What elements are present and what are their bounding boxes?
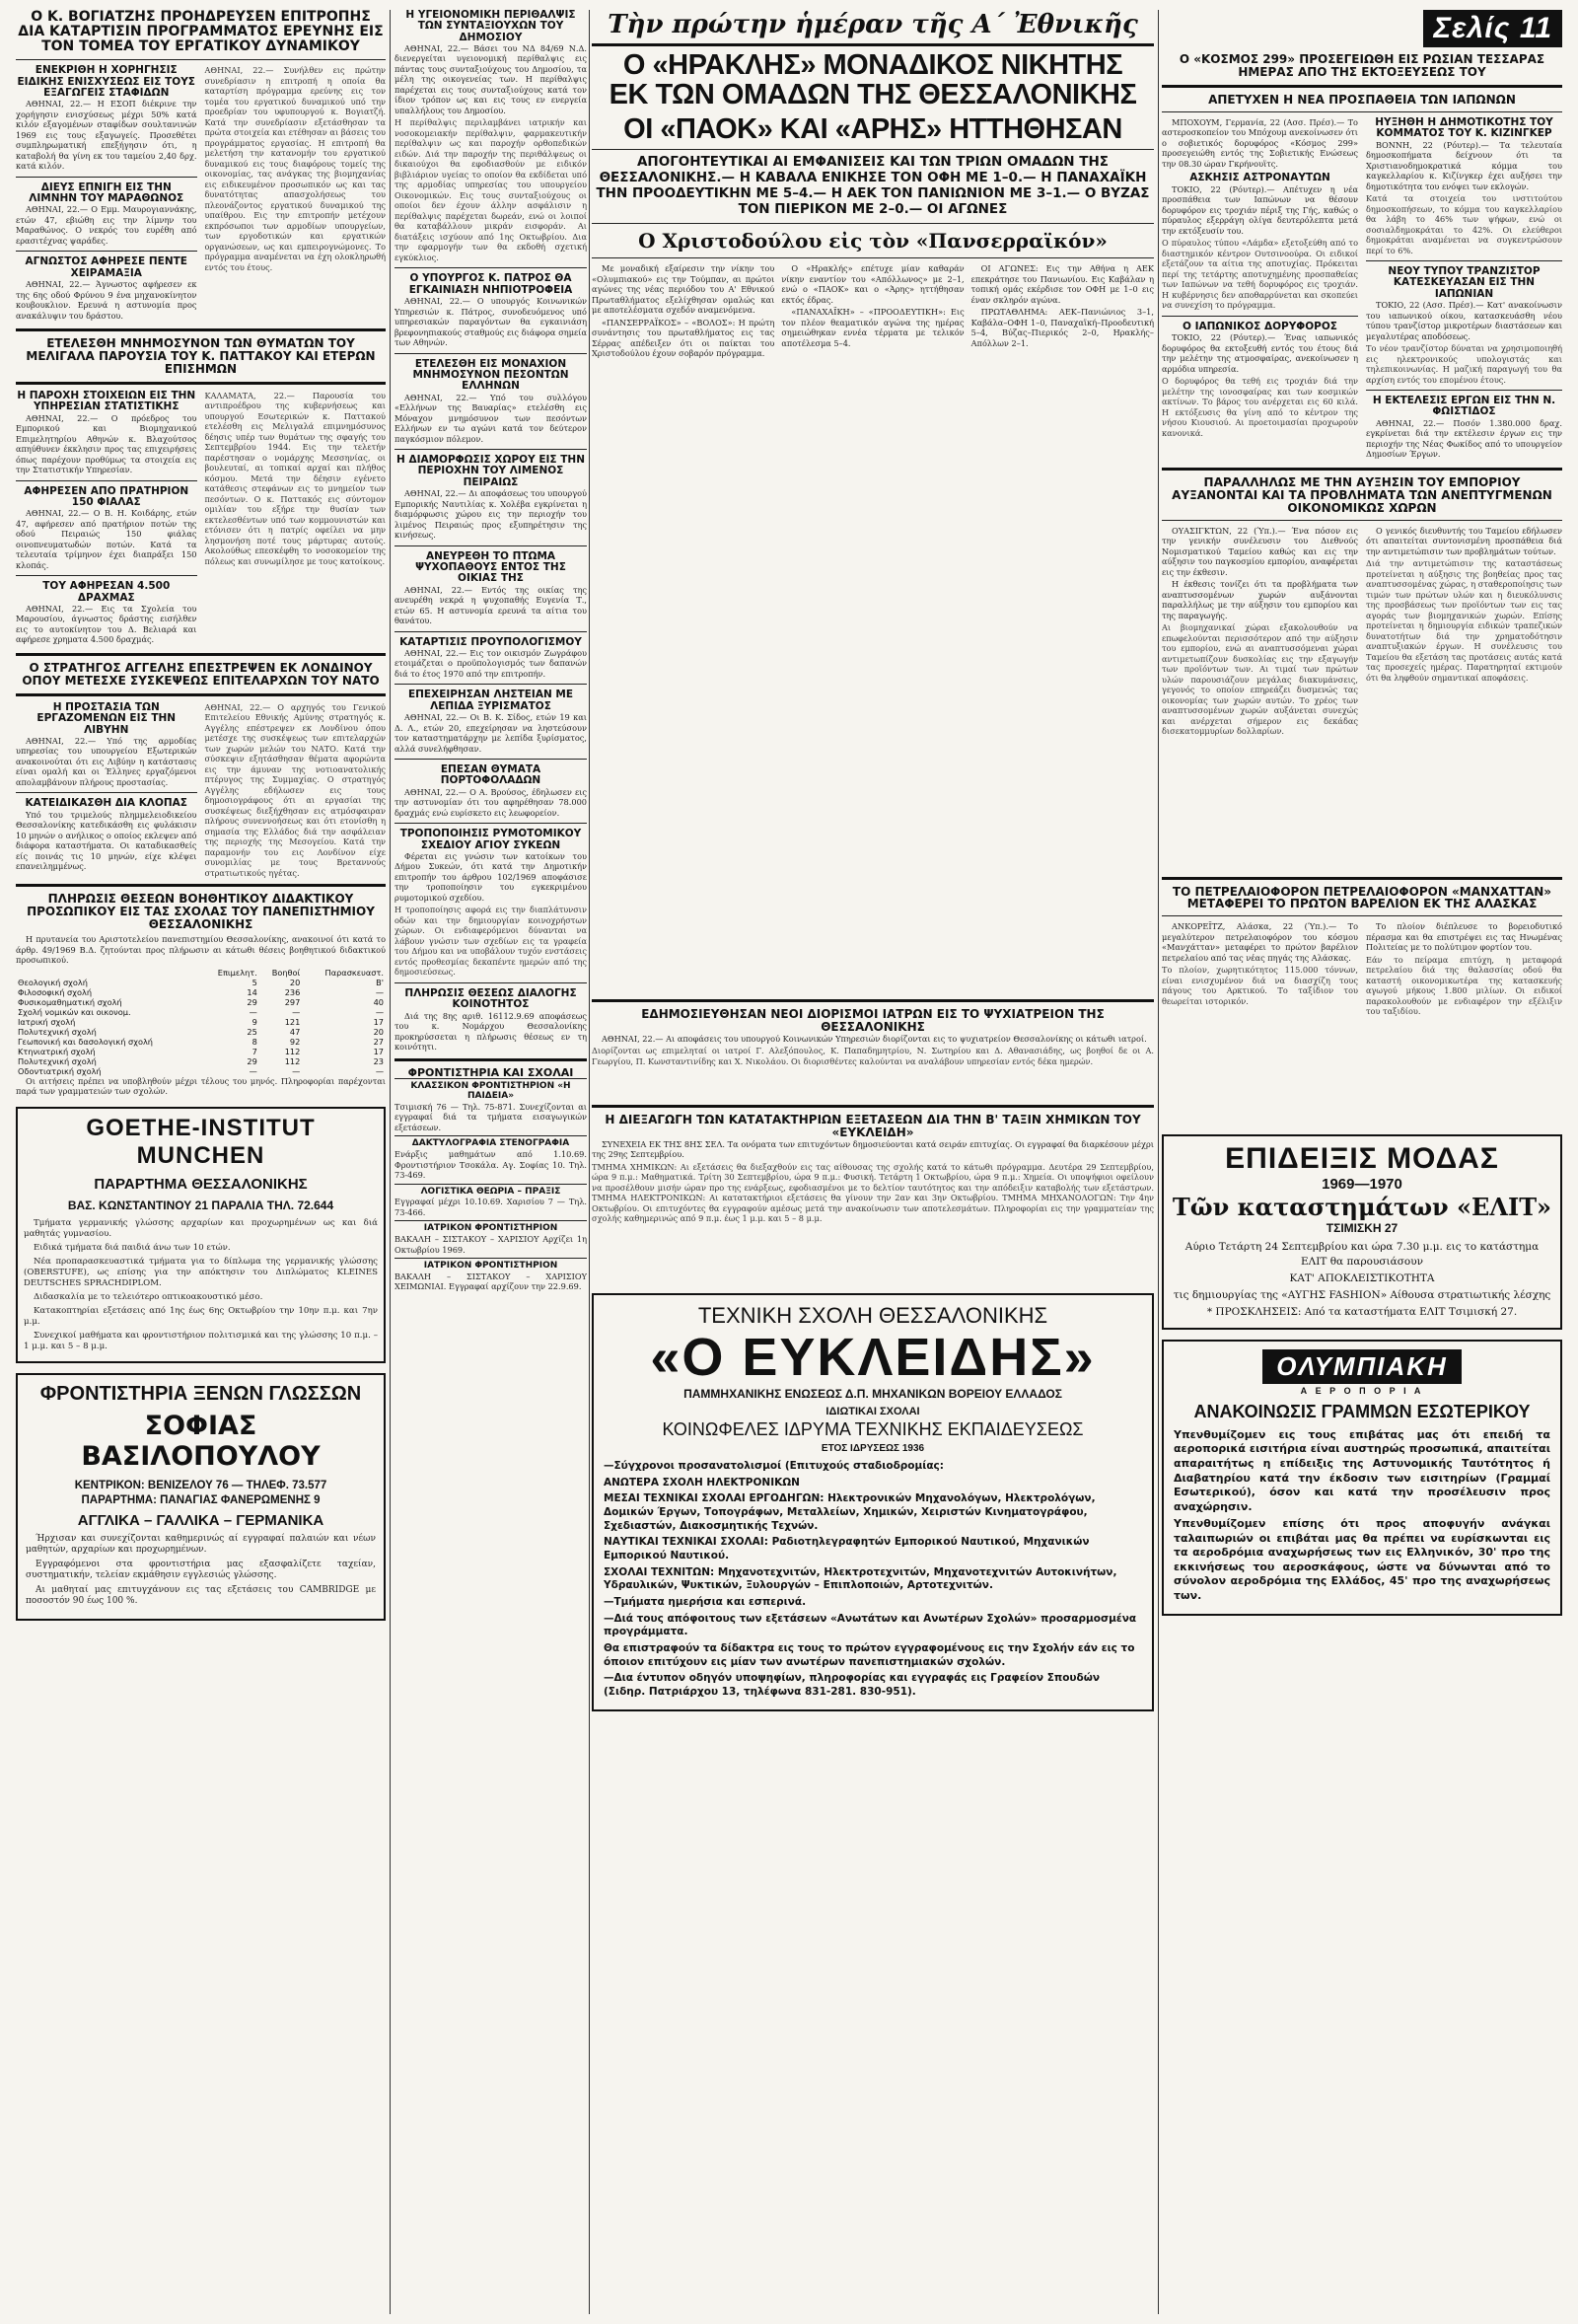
- ad-address: ΚΕΝΤΡΙΚΟΝ: ΒΕΝΙΖΕΛΟΥ 76 — ΤΗΛΕΦ. 73.577: [74, 1479, 327, 1491]
- article-body: ΜΠΟΧΟΥΜ, Γερμανία, 22 (Ασσ. Πρέσ).— Το αστεροσκοπείον του Μπόχουμ ανεκοίνωσεν ότι ο σοβιετικός δορυφόρος «Κόσμος 299» προσεγειώθη εντός της Σοβιετικής Ενώσεως την 08.30 ώραν Γκρήνουϊτς.: [1162, 116, 1358, 169]
- lead-headline: ΕΚ ΤΩΝ ΟΜΑΔΩΝ ΤΗΣ ΘΕΣΣΑΛΟΝΙΚΗΣ: [609, 79, 1137, 111]
- ad-line: —Τμήματα ημερήσια και εσπερινά.: [604, 1595, 807, 1608]
- table-row: [16, 1017, 386, 1027]
- table-cell-value: 236: [284, 986, 301, 997]
- table-cell-value: 9: [251, 1016, 257, 1027]
- article-body: Εάν το πείραμα επιτύχη, η μεταφορά πετρελαίου διά της θαλασσίας οδού θα καταστή οικονομικωτέρα της κατασκευής αγωγού μήκους 1.800 μιλίων. Οι ειδικοί παρακολουθούν με ενδιαφέρον την εξέλιξιν του ταξιδίου.: [1366, 954, 1562, 1017]
- column-left: [16, 10, 386, 1621]
- table-cell-value: 29: [247, 996, 257, 1007]
- article-headline: Η ΔΙΕΞΑΓΩΓΗ ΤΩΝ ΚΑΤΑΤΑΚΤΗΡΙΩΝ ΕΞΕΤΑΣΕΩΝ ΔΙΑ ΤΗΝ Β' ΤΑΞΙΝ ΧΗΜΙΚΩΝ ΤΟΥ «ΕΥΚΛΕΙΔΗ»: [605, 1112, 1141, 1139]
- ad-line: ΜΕΣΑΙ ΤΕΧΝΙΚΑΙ ΣΧΟΛΑΙ ΕΡΓΟΔΗΓΩΝ: Ηλεκτρονικών Μηχανολόγων, Ηλεκτρολόγων, Δομικών Έργων, Τοπογράφων, Μεταλλείων, Χημικών, Χειριστών Κινηματογράφου, Σχεδιαστών, Διακοσμητικής Τεχνών.: [604, 1492, 1096, 1532]
- article-body: ΑΘΗΝΑΙ, 22.— Η ΕΣΟΠ διέκρινε την χορήγησιν ενισχύσεως μέχρι 50% κατά κιλόν εξαγομένων σταφίδων σουλτανινών 1969 εις τους εξαγωγείς. Προσεθέτει συμπληρωματική επεξήγησιν ότι, η καταβολή θα γίνη εκ του ταμείου 2,40 δρχ. κατά κιλόν.: [16, 99, 197, 172]
- article-body: ΑΘΗΝΑΙ, 22.— Ο υπουργός Κοινωνικών Υπηρεσιών κ. Πάτρος, συνοδευόμενος υπό υπηρεσιακών παραγόντων θα εγκαινιάση βρεφονηπιακούς σταθμούς εις διάφορα σημεία των Αθηνών.: [394, 296, 587, 348]
- table-cell-value: —: [375, 1065, 384, 1076]
- article-body: Το πλοίον, χωρητικότητος 115.000 τόννων, είναι ενισχυμένον διά να διασχίζη τους πάγους του Αρκτικού. Το ταξίδιον του θεωρείται ιστορικόν.: [1162, 965, 1358, 1006]
- ad-line: Αύριο Τετάρτη 24 Σεπτεμβρίου και ώρα 7.30 μ.μ. εις το κατάστημα ΕΛΙΤ θα παρουσιάσουν: [1184, 1241, 1540, 1268]
- table-cell-label: Οδοντιατρική σχολή: [18, 1065, 102, 1076]
- ad-line: Αι μαθηταί μας επιτυγχάνουν εις τας εξετάσεις του CAMBRIDGE με ποσοστόν 90 έως 100 %.: [26, 1584, 376, 1607]
- table-cell-value: 112: [284, 1046, 301, 1056]
- ad-line: Εγγραφόμενοι στα φροντιστήρια μας εξασφαλίζετε ταχείαν, συστηματικήν, τελείαν εκμάθησιν εγγλεσιώς γλώσσης.: [26, 1559, 376, 1581]
- article-headline: ΕΤΕΛΕΣΘΗ ΕΙΣ ΜΟΝΑΧΙΟΝ ΜΝΗΜΟΣΥΝΟΝ ΠΕΣΟΝΤΩΝ ΕΛΛΗΝΩΝ: [412, 357, 569, 393]
- ad-line: Τμήματα γερμανικής γλώσσης αρχαρίων και προχωρημένων ως και διά μαθητάς γυμνασίου.: [24, 1217, 378, 1239]
- article-body: ΑΘΗΝΑΙ, 22.— Ο πρόεδρος του Εμπορικού και Βιομηχανικού Επιμελητηρίου Αθηνών κ. Βλαχούτσος απηύθυνεν έκκλησιν προς τας επιχειρήσεις όπως παρέχουν προθύμως τα στοιχεία εις την Στατιστικήν Υπηρεσίαν.: [16, 412, 197, 475]
- sports-banner: Τὴν πρώτην ἡμέραν τῆς Α΄ Ἐθνικῆς: [608, 10, 1138, 39]
- article-headline: Ο ΣΤΡΑΤΗΓΟΣ ΑΓΓΕΛΗΣ ΕΠΕΣΤΡΕΨΕΝ ΕΚ ΛΟΝΔΙΝΟΥ ΟΠΟΥ ΜΕΤΕΣΧΕ ΣΥΣΚΕΨΕΩΣ ΕΠΙΤΕΛΑΡΧΩΝ ΤΟΥ ΝΑΤΟ: [22, 660, 380, 688]
- article-body: Ο δορυφόρος θα τεθή εις τροχιάν διά την μελέτην της ιονοσφαίρας και των κοσμικών ακτίνων. Το βάρος του ανέρχεται εις 60 κιλά. Η εκτόξευσις θα γίνη από το κέντρον της νήσου Κιουσιού. Αι προετοιμασίαι προχωρούν κανονικά.: [1162, 376, 1358, 438]
- article-body: Το νέον τρανζίστορ δύναται να χρησιμοποιηθή εις ηλεκτρονικούς υπολογιστάς και τηλεπικοινωνίας. Η μαζική παραγωγή του θα αρχίση εντός του επομένου έτους.: [1366, 343, 1562, 385]
- ad-label: ΙΔΙΩΤΙΚΑΙ ΣΧΟΛΑΙ: [825, 1406, 920, 1418]
- ad-subtitle: Α Ε Ρ Ο Π Ο Ρ Ι Α: [1300, 1386, 1424, 1397]
- article-body: Διορίζονται ως επιμεληταί οι ιατροί Γ. Αλεξόπουλος, Κ. Παπαδημητρίου, Ν. Σωτηρίου και Δ. Αθανασιάδης, ως βοηθοί δε οι Α. Γεωργίου, Π. Κωνσταντινίδης και Χ. Νικολάου. Οι διορισθέντες καλούνται να αναλάβουν υπηρεσίαν εντός δέκα ημερών.: [592, 1046, 1154, 1066]
- article-headline: ΑΓΝΩΣΤΟΣ ΑΦΗΡΕΣΕ ΠΕΝΤΕ ΧΕΙΡΑΜΑΞΙΑ: [25, 255, 187, 279]
- section-subhead: Ο Χριστοδούλου εἰς τὸν «Πανσερραϊκόν»: [638, 229, 1108, 253]
- table-cell-value: 20: [289, 977, 301, 987]
- table-cell-label: Φυσικομαθηματική σχολή: [18, 996, 122, 1007]
- ad-body: [604, 1460, 1142, 1699]
- table-cell-value: —: [375, 1006, 384, 1017]
- ad-school-name: ΣΟΦΙΑΣ ΒΑΣΙΛΟΠΟΥΛΟΥ: [81, 1410, 321, 1472]
- ad-address: ΤΣΙΜΙΣΚΗ 27: [1326, 1221, 1399, 1236]
- ad-title: ΕΠΙΔΕΙΞΙΣ ΜΟΔΑΣ: [1225, 1142, 1499, 1176]
- classified-item: [394, 1220, 587, 1258]
- table-row: [16, 997, 386, 1007]
- ad-line: τις δημιουργίας της «ΑΥΓΗΣ FASHION» Αίθουσα στρατιωτικής λέσχης: [1173, 1288, 1551, 1301]
- article-body: ΑΘΗΝΑΙ, 22.— Ο αρχηγός του Γενικού Επιτελείου Εθνικής Αμύνης στρατηγός κ. Αγγέλης επέστρεψεν εκ Λονδίνου όπου μετέσχε της συσκέψεως των επιτελαρχών των χωρών μελών του ΝΑΤΟ. Κατά την σύσκεψιν εξητάσθησαν θέματα αφορώντα εις την άμυναν της νοτιοανατολικής πτέρυγος της Συμμαχίας. Ο στρατηγός Αγγέλης εδήλωσεν εις τους δημοσιογράφους ότι αι εργασίαι της συσκέψεως διεξήχθησαν εις ατμόσφαιραν πλήρους συνεννοήσεως και ότι ετονίσθη η σημασία της Ελλάδος διά την ασφάλειαν της περιοχής της Μεσογείου. Κατά την παραμονήν του εις Λονδίνον είχε συνομιλίας με τους Βρεταννούς στρατιωτικούς ηγέτας.: [204, 701, 386, 878]
- column-rule: [589, 10, 590, 2314]
- ad-title: ΤΕΧΝΙΚΗ ΣΧΟΛΗ ΘΕΣΣΑΛΟΝΙΚΗΣ: [697, 1302, 1048, 1328]
- column-rule: [390, 10, 391, 2314]
- ad-line: —Σύγχρονοι προσανατολισμοί (Επιτυχούς σταδιοδρομίας:: [604, 1460, 944, 1473]
- article-body: Η περίθαλψις περιλαμβάνει ιατρικήν και νοσοκομειακήν περίθαλψιν, φαρμακευτικήν περίθαλψιν ως και παροχήν ορθοπεδικών ειδών. Διά την παροχήν της περιθάλψεως οι δικαιούχοι θα εφοδιασθούν με ειδικόν βιβλιάριον υγείας το οποίον θα εκδίδεται υπό της αρμοδίας υπηρεσίας του υπουργείου Οικονομικών. Εις τους συνταξιούχους οι οποίοι δεν έχουν άλλην ασφάλισιν η περίθαλψις παρέχεται δωρεάν, ενώ οι λοιποί θα καταβάλλουν μικράν εισφοράν. Αι διατάξεις ισχύουν από 1ης Οκτωβρίου. Δια την εφαρμογήν των θα εκδοθή σχετική εγκύκλιος.: [394, 117, 587, 262]
- article-headline: ΔΙΕΥΣ ΕΠΝΙΓΗ ΕΙΣ ΤΗΝ ΛΙΜΝΗΝ ΤΟΥ ΜΑΡΑΘΩΝΟΣ: [29, 181, 184, 205]
- table-cell-value: 29: [247, 1055, 257, 1066]
- article-paragraph: «ΠΑΝΣΕΡΡΑΪΚΟΣ» – «ΒΟΛΟΣ»: Η πρώτη συνάντησις του πρωταθλήματος εις τας Σέρρας απέδειξεν ότι οι παίκται του Χριστοδούλου έχουν σοβαρόν πρόγραμμα.: [592, 317, 775, 358]
- olympic-airways-ad: [1162, 1340, 1562, 1616]
- ad-store-name: Τῶν καταστημάτων «ΕΛΙΤ»: [1172, 1193, 1552, 1222]
- ad-line: Υπενθυμίζομεν εις τους επιβάτας μας ότι επειδή τα αεροπορικά εισιτήρια είναι αυστηρώς προσωπικά, απαιτείται απαραιτήτως η επίδειξις της Αστυνομικής Ταυτότητος ή Διαβατηρίου κατά την έκδοσιν των εισιτηρίων (Γραμμαί Εσωτερικού), όσον και κατά την προσέλευσιν προς αναχώρησιν.: [1174, 1427, 1550, 1513]
- article-body: Η πρυτανεία του Αριστοτελείου πανεπιστημίου Θεσσαλονίκης, ανακοινοί ότι κατά το άρθρ. 49/1969 Β.Δ. ζητούνται προς πλήρωσιν αι κάτωθι θέσεις βοηθητικού διδακτικού προσωπικού.: [16, 934, 386, 966]
- classified-title: ΙΑΤΡΙΚΟΝ ΦΡΟΝΤΙΣΤΗΡΙΟΝ: [423, 1223, 558, 1234]
- article-headline: Ο ΥΠΟΥΡΓΟΣ Κ. ΠΑΤΡΟΣ ΘΑ ΕΓΚΑΙΝΙΑΣΗ ΝΗΠΙΟΤΡΟΦΕΙΑ: [408, 272, 573, 296]
- classified-body: ΒΑΚΑΛΗ – ΣΙΣΤΑΚΟΥ – ΧΑΡΙΣΙΟΥ Αρχίζει 1η Οκτωβρίου 1969.: [394, 1234, 587, 1255]
- article-body: ΑΘΗΝΑΙ, 22.— Οι Β. Κ. Σίδος, ετών 19 και Δ. Λ., ετών 20, επεχείρησαν να ληστεύσουν τον καταστηματάρχην με λεπίδα ξυρίσματος, αλλά συνελήφθησαν.: [394, 712, 587, 754]
- table-cell-value: 8: [251, 1036, 257, 1047]
- ad-line: ΝΑΥΤΙΚΑΙ ΤΕΧΝΙΚΑΙ ΣΧΟΛΑΙ: Ραδιοτηλεγραφητών Εμπορικού Ναυτικού, Μηχανικών Εμπορικού Ναυτικού.: [604, 1536, 1090, 1562]
- ad-foundation: ΚΟΙΝΩΦΕΛΕΣ ΙΔΡΥΜΑ ΤΕΧΝΙΚΗΣ ΕΚΠΑΙΔΕΥΣΕΩΣ: [662, 1419, 1084, 1440]
- ad-line: Ήρχισαν και συνεχίζονται καθημερινώς αί εγγραφαί παλαιών και νέων μαθητών, αρχαρίων και προχωρημένων.: [26, 1533, 376, 1556]
- article-body: ΑΘΗΝΑΙ, 22.— Ο Α. Βρούσος, έδηλωσεν εις την αστυνομίαν ότι του αφηρέθησαν 78.000 δραχμάς ενώ ευρίσκετο εις λεωφορείον.: [394, 786, 587, 818]
- article-headline: Η ΔΙΑΜΟΡΦΩΣΙΣ ΧΩΡΟΥ ΕΙΣ ΤΗΝ ΠΕΡΙΟΧΗΝ ΤΟΥ ΛΙΜΕΝΟΣ ΠΕΙΡΑΙΩΣ: [396, 454, 585, 488]
- article-body: ΑΘΗΝΑΙ, 22.— Δι αποφάσεως του υπουργού Εμπορικής Ναυτιλίας κ. Χολέβα εγκρίνεται η διαμόρφωσις χώρου εις την περιοχήν του λιμένος Πειραιώς προς εξυπηρέτησιν της κινήσεως.: [394, 488, 587, 541]
- table-cell-value: 92: [289, 1036, 301, 1047]
- article-body: ΑΘΗΝΑΙ, 22.— Συνήλθεν εις πρώτην συνεδρίασιν η επιτροπή η οποία θα καταρτίση πρόγραμμα ερεύνης εις τον τομέα του εργατικού δυναμικού υπό την προεδρίαν του υφυπουργού κ. Βογιατζή. Κατά την συνεδρίασιν εξετάσθησαν τα πρώτα στοιχεία και ετέθησαν αι βάσεις του προγράμματος εργασίας. Η επιτροπή θα μελετήση την κατανομήν του εργατικού δυναμικού εις τους διαφόρους τομείς της οικονομίας, τας ανάγκας της βιομηχανίας εις ειδικευμένον προσωπικόν ως και τας δυνατότητας απασχολήσεως του πλεονάζοντος εργατικού δυναμικού της υπαίθρου. Εις την επιτροπήν μετέχουν εκπρόσωποι των αρμοδίων υπουργείων, των εργοδοτικών και εργατικών οργανώσεων, ως και εμπειρογνώμονες. Το πρόγραμμα αναμένεται να έχη ολοκληρωθή εντός του έτους.: [204, 65, 386, 272]
- ad-subtitle: ΠΑΜΜΗΧΑΝΙΚΗΣ ΕΝΩΣΕΩΣ Δ.Π. ΜΗΧΑΝΙΚΩΝ ΒΟΡΕΙΟΥ ΕΛΛΑΔΟΣ: [683, 1387, 1062, 1402]
- table-cell-value: —: [375, 986, 384, 997]
- table-cell-value: 14: [247, 986, 257, 997]
- article-paragraph: Με μοναδική εξαίρεσιν την νίκην του «Ολυμπιακού» εις την Τούμπαν, αι πρώτοι αγώνες της νέας περιόδου του Α' Εθνικού Πρωταθλήματος εξελίχθησαν ομαλώς και με αποτελέσματα σχεδόν αναμενόμενα.: [592, 263, 775, 315]
- article-headline: ΕΝΕΚΡΙΘΗ Η ΧΟΡΗΓΗΣΙΣ ΕΙΔΙΚΗΣ ΕΝΙΣΧΥΣΕΩΣ ΕΙΣ ΤΟΥΣ ΕΞΑΓΩΓΕΙΣ ΣΤΑΦΙΔΩΝ: [17, 64, 195, 99]
- article-pair: [16, 65, 386, 323]
- article-body: Οι αιτήσεις πρέπει να υποβληθούν μέχρι τέλους του μηνός. Πληροφορίαι παρέχονται παρά των γραμματειών των σχολών.: [16, 1075, 386, 1097]
- table-cell-value: 40: [373, 996, 384, 1007]
- article-body: Ο πύραυλος τύπου «Λάμδα» εξετοξεύθη από το διαστημικόν κέντρον Ουτσινοούρα. Οι ειδικοί εξετάζουν τα αίτια της αποτυχίας. Πρόκειται περί της τετάρτης αποτυχημένης προσπαθείας των Ιαπώνων να τεθή δορυφόρος εις τροχιάν. Η κυβέρνησις δεν αποθαρρύνεται και σκοπεύει να συνεχίση το πρόγραμμα.: [1162, 238, 1358, 311]
- table-header: Παρασκευαστ.: [324, 967, 384, 978]
- column-sports: [592, 10, 1154, 1711]
- article-body: ΑΘΗΝΑΙ, 22.— Ο Εμμ. Μαυρογιαννάκης, ετών 47, εβιώθη εις την λίμνην του Μαραθώνος. Ο νεκρός του ευρέθη από ερασιτέχνας ψαράδες.: [16, 204, 197, 246]
- ad-line: —Δια έντυπον οδηγόν υποψηφίων, πληροφορίας και εγγραφάς εις Γραφείον Σπουδών (Σιδηρ. Πατριάρχου 13, τηλέφωνα 831-281. 830-951).: [604, 1672, 1100, 1698]
- classified-body: ΒΑΚΑΛΗ – ΣΙΣΤΑΚΟΥ – ΧΑΡΙΣΙΟΥ ΧΕΙΜΩΝΙΑΙ. Εγγραφαί αρχίζουν την 22.9.69.: [394, 1271, 587, 1292]
- article-paragraph: «ΠΑΝΑΧΑΪΚΗ» – «ΠΡΟΟΔΕΥΤΙΚΗ»: Εις τον πλέον θεαματικόν αγώνα της ημέρας σημειώθηκαν εννέα τέρματα με τελικόν αποτέλεσμα 5–4.: [781, 307, 965, 348]
- article-body: Κατά τα στοιχεία του ινστιτούτου δημοσκοπήσεων, το κόμμα του καγκελλαρίου θα λάβη το 46% των ψήφων, ενώ οι σοσιαλδημοκράται το 42%. Οι ελεύθεροι δημοκράται αναμένεται να συγκεντρώσουν περί το 6%.: [1366, 193, 1562, 255]
- article-headline: Η ΠΑΡΟΧΗ ΣΤΟΙΧΕΙΩΝ ΕΙΣ ΤΗΝ ΥΠΗΡΕΣΙΑΝ ΣΤΑΤΙΣΤΙΚΗΣ: [17, 389, 196, 413]
- classified-title: ΛΟΓΙΣΤΙΚΑ ΘΕΩΡΙΑ – ΠΡΑΞΙΣ: [420, 1186, 561, 1197]
- table-row: [16, 1066, 386, 1076]
- ad-school-name: «Ο ΕΥΚΛΕΙΔΗΣ»: [650, 1327, 1096, 1387]
- table-row: [16, 987, 386, 997]
- article-body: ΑΘΗΝΑΙ, 22.— Βάσει του ΝΔ 84/69 Ν.Δ. διενεργείται υγειονομική περίθαλψις εις πάντας τους συνταξιούχους του Δημοσίου, τα μέλη της οικογενείας των. Η περίθαλψις παρέχεται εις τους συνταξιούχους κατά τον ίδιον τρόπον ως και εις τους εν ενεργεία υπαλλήλους του Δημοσίου.: [394, 42, 587, 115]
- table-cell-value: 20: [373, 1026, 384, 1037]
- classified-body: Τσιμισκή 76 — Τηλ. 75-871. Συνεχίζονται αι εγγραφαί διά τα τμήματα εισαγωγικών εξετάσεων.: [394, 1101, 587, 1132]
- article-headline: ΑΠΕΤΥΧΕΝ Η ΝΕΑ ΠΡΟΣΠΑΘΕΙΑ ΤΩΝ ΙΑΠΩΝΩΝ: [1208, 92, 1516, 107]
- classified-title: ΙΑΤΡΙΚΟΝ ΦΡΟΝΤΙΣΤΗΡΙΟΝ: [423, 1261, 558, 1271]
- article-headline: ΚΑΤΑΡΤΙΣΙΣ ΠΡΟΥΠΟΛΟΓΙΣΜΟΥ: [399, 635, 582, 648]
- page-number-logo: Σελίς 11: [1423, 10, 1562, 47]
- table-cell-value: Β': [376, 977, 384, 987]
- article-body: Αι βιομηχανικαί χώραι εξακολουθούν να επωφελούνται περισσότερον από την αύξησιν του εμπορίου, ενώ αι αναπτυσσόμεναι χώραι αντιμετωπίζουν δυσκολίας εις την εξαγωγήν των προϊόντων των. Αι τιμαί των πρώτων υλών παρουσιάζουν μεγάλας διακυμάνσεις, γεγονός το οποίον επηρεάζει δυσμενώς τας οικονομίας των χωρών αυτών. Το χρέος των αναπτυσσομένων χωρών αυξάνεται συνεχώς και ανέρχεται σήμερον εις δεκάδας δισεκατομμυρίων δολλαρίων.: [1162, 622, 1358, 737]
- classified-item: [394, 1258, 587, 1295]
- article-headline: ΚΑΤΕΙΔΙΚΑΣΘΗ ΔΙΑ ΚΛΟΠΑΣ: [25, 797, 187, 810]
- article-body: ΑΘΗΝΑΙ, 22.— Αι αποφάσεις του υπουργού Κοινωνικών Υπηρεσιών διορίζονται εις το ψυχιατρείον Θεσσαλονίκης οι κάτωθι ιατροί.: [602, 1033, 1147, 1044]
- lead-headline: ΟΙ «ΠΑΟΚ» ΚΑΙ «ΑΡΗΣ» ΗΤΤΗΘΗΣΑΝ: [623, 112, 1122, 145]
- ad-line: Κατακοπτηρίαι εξετάσεις από 1ης έως 6ης Οκτωβρίου την 10ην π.μ. και 7ην μ.μ.: [24, 1305, 378, 1327]
- article-headline: ΑΝΕΥΡΕΘΗ ΤΟ ΠΤΩΜΑ ΨΥΧΟΠΑΘΟΥΣ ΕΝΤΟΣ ΤΗΣ ΟΙΚΙΑΣ ΤΗΣ: [415, 549, 566, 585]
- article-headline: Η ΥΓΕΙΟΝΟΜΙΚΗ ΠΕΡΙΘΑΛΨΙΣ ΤΩΝ ΣΥΝΤΑΞΙΟΥΧΩΝ ΤΟΥ ΔΗΜΟΣΙΟΥ: [405, 10, 576, 43]
- ad-line: ΣΧΟΛΑΙ ΤΕΧΝΙΤΩΝ: Μηχανοτεχνιτών, Ηλεκτροτεχνιτών, Μηχανοτεχνιτών Αυτοκινήτων, Υδραυλικών, Ψυκτικών, Ξυλουργών – Επιπλοποιών, Αρτοτεχνιτών.: [604, 1565, 1117, 1592]
- table-cell-value: 297: [284, 996, 301, 1007]
- table-cell-value: 121: [284, 1016, 301, 1027]
- euclid-school-ad: [592, 1293, 1154, 1712]
- article-body: ΟΥΑΣΙΓΚΤΩΝ, 22 (Ύπ.).— Ένα πόσον εις την γενικήν συνέλευσιν του Διεθνούς Νομισματικού Ταμείου καθώς και εις την αύξησιν του παγκοσμίου εμπορίου, αναφέρεται εις την έκθεσιν.: [1162, 525, 1358, 577]
- ad-title: ΑΝΑΚΟΙΝΩΣΙΣ ΓΡΑΜΜΩΝ ΕΣΩΤΕΡΙΚΟΥ: [1193, 1402, 1531, 1422]
- article-body: ΑΘΗΝΑΙ, 22.— Υπό της αρμοδίας υπηρεσίας του υπουργείου Εξωτερικών ανακοινούται ότι εις Λιβύην η κατάστασις είναι ομαλή και οι Έλληνες εργαζόμενοι απολαμβάνουν πλήρους προστασίας.: [16, 735, 197, 787]
- classified-item: [394, 1078, 587, 1135]
- lead-headline: Ο «ΗΡΑΚΛΗΣ» ΜΟΝΑΔΙΚΟΣ ΝΙΚΗΤΗΣ: [622, 49, 1123, 81]
- article-headline: Η ΠΡΟΣΤΑΣΙΑ ΤΩΝ ΕΡΓΑΖΟΜΕΝΩΝ ΕΙΣ ΤΗΝ ΛΙΒΥΗΝ: [36, 700, 177, 736]
- table-header: Βοηθοί: [271, 967, 301, 978]
- article-headline: ΠΛΗΡΩΣΙΣ ΘΕΣΕΩΝ ΒΟΗΘΗΤΙΚΟΥ ΔΙΔΑΚΤΙΚΟΥ ΠΡΟΣΩΠΙΚΟΥ ΕΙΣ ΤΑΣ ΣΧΟΛΑΣ ΤΟΥ ΠΑΝΕΠΙΣΤΗΜΙΟΥ ΘΕΣΣΑΛΟΝΙΚΗΣ: [27, 892, 375, 932]
- classifieds-list: [394, 1078, 587, 1294]
- column-rule: [1158, 10, 1159, 2314]
- table-row: [16, 1056, 386, 1066]
- article-body: ΑΘΗΝΑΙ, 22.— Ο Β. Η. Κοιδάρης, ετών 47, αφήρεσεν από πρατήριον ποτών της οδού Πειραιώς 150 φιάλας οινοπνευματωδών ποτών. Κατά τα τελευταία τρίμηνον έχει διαπράξει 150 κλοπάς.: [16, 508, 197, 570]
- ad-line: ΑΝΩΤΕΡΑ ΣΧΟΛΗ ΗΛΕΚΤΡΟΝΙΚΩΝ: [604, 1476, 800, 1489]
- article-body: ΣΥΝΕΧΕΙΑ ΕΚ ΤΗΣ 8ΗΣ ΣΕΛ. Τα ονόματα των επιτυχόντων δημοσιεύονται κατά σειράν επιτυχίας. Οι εγγραφαί θα διαρκέσουν μέχρι της 29ης Σεπτεμβρίου.: [592, 1138, 1154, 1160]
- article-paragraph: Ο «Ηρακλής» επέτυχε μίαν καθαράν νίκην εναντίον του «Απόλλωνος» με 2–1, ενώ ο «ΠΑΟΚ» και ο «Άρης» ηττήθησαν εκτός έδρας.: [781, 263, 965, 305]
- article-headline: ΝΕΟΥ ΤΥΠΟΥ ΤΡΑΝΖΙΣΤΟΡ ΚΑΤΕΣΚΕΥΑΣΑΝ ΕΙΣ ΤΗΝ ΙΑΠΩΝΙΑΝ: [1388, 265, 1541, 300]
- ad-line: Διδασκαλία με το τελειότερο οπτικοακουστικό μέσο.: [34, 1291, 263, 1302]
- ad-address: ΠΑΡΑΡΤΗΜΑ: ΠΑΝΑΓΙΑΣ ΦΑΝΕΡΩΜΕΝΗΣ 9: [81, 1493, 321, 1506]
- column-narrow: [394, 10, 587, 1295]
- article-body: ΑΘΗΝΑΙ, 22.— Εις τα Σχολεία του Μαρουσίου, άγνωστος δράστης εισήλθεν εις το αυτοκίνητον του Δ. Βελιαρά και αφήρεσε χρηματα 4.500 δραχμάς.: [16, 603, 197, 645]
- article-body: ΑΝΚΟΡΕΪΤΖ, Αλάσκα, 22 (Ύπ.).— Το μεγαλύτερον πετρελαιοφόρον του κόσμου «Μανχάτταν» μεταφέρει το πρώτον βαρέλιον πετρελαίου από τας νέας πηγάς της Αλάσκας.: [1162, 921, 1358, 963]
- article-headline: ΠΑΡΑΛΛΗΛΩΣ ΜΕ ΤΗΝ ΑΥΞΗΣΙΝ ΤΟΥ ΕΜΠΟΡΙΟΥ ΑΥΞΑΝΟΝΤΑΙ ΚΑΙ ΤΑ ΠΡΟΒΛΗΜΑΤΑ ΤΩΝ ΑΝΕΠΤΥΓΜΕΝΩΝ ΟΙΚΟΝΟΜΙΚΩΣ ΧΩΡΩΝ: [1172, 474, 1552, 515]
- table-cell-value: 17: [373, 1016, 384, 1027]
- fashion-show-ad: [1162, 1134, 1562, 1330]
- ad-year: ΕΤΟΣ ΙΔΡΥΣΕΩΣ 1936: [821, 1443, 925, 1455]
- article-headline: ΑΣΚΗΣΙΣ ΑΣΤΡΟΝΑΥΤΩΝ: [1189, 172, 1330, 184]
- airline-logo: ΟΛΥΜΠΙΑΚΗ: [1262, 1349, 1462, 1384]
- classified-item: [394, 1184, 587, 1221]
- article-body: Φέρεται εις γνώσιν των κατοίκων του Δήμου Συκεών, ότι κατά την Δημοτικήν επιτροπήν του άρθρου 102/1969 αποφάσισε την τροποποίησιν του εγκεκριμένου ρυμοτομικού σχεδίου.: [394, 850, 587, 903]
- table-row: [16, 978, 386, 987]
- article-headline: Η ΕΚΤΕΛΕΣΙΣ ΕΡΓΩΝ ΕΙΣ ΤΗΝ Ν. ΦΩΙΣΤΙΔΟΣ: [1372, 395, 1556, 418]
- ad-line: ΚΑΤ' ΑΠΟΚΛΕΙΣΤΙΚΟΤΗΤΑ: [1289, 1271, 1435, 1284]
- article-body: ΚΑΛΑΜΑΤΑ, 22.— Παρουσία του αντιπροέδρου της κυβερνήσεως και υπουργού Εσωτερικών κ. Παττακού ετελέσθη εις Μελιγαλά επιμνημόσυνος δέησις υπέρ των θυμάτων της σφαγής του Σεπτεμβρίου 1944. Εις την τελετήν παρέστησαν ο νομάρχης Μεσσηνίας, οι βουλευταί, αι τοπικαί αρχαί και πλήθος κόσμου. Μετά την δέησιν εγένετο κατάθεσις στεφάνων εις το μνημείον των πεσόντων. Ο κ. Παττακός εις σύντομον ομιλίαν του εξήρε την θυσίαν των εκτελεσθέντων υπό των κομμουνιστών και ετόνισεν ότι η πατρίς οφείλει να μην λησμονήση ποτέ τους μάρτυρας αυτούς. Ακολούθως επεσκέφθη το νοσοκομείον της πόλεως και συνωμίλησε με τους κατοίκους.: [204, 390, 386, 566]
- language-school-ad: [16, 1373, 386, 1621]
- article-headline: ΕΠΕΣΑΝ ΘΥΜΑΤΑ ΠΟΡΤΟΦΟΛΑΔΩΝ: [440, 763, 541, 787]
- table-cell-label: Θεολογική σχολή: [18, 977, 88, 987]
- table-row: [16, 1047, 386, 1056]
- table-cell-label: Σχολή νομικών και οικονομ.: [18, 1006, 131, 1017]
- table-cell-value: 23: [373, 1055, 384, 1066]
- article-headline: ΤΟΥ ΑΦΗΡΕΣΑΝ 4.500 ΔΡΑΧΜΑΣ: [42, 580, 171, 604]
- article-headline: ΠΛΗΡΩΣΙΣ ΘΕΣΕΩΣ ΔΙΑΛΟΓΗΣ ΚΟΙΝΟΤΗΤΟΣ: [404, 986, 577, 1011]
- article-headline: ΕΔΗΜΟΣΙΕΥΘΗΣΑΝ ΝΕΟΙ ΔΙΟΡΙΣΜΟΙ ΙΑΤΡΩΝ ΕΙΣ ΤΟ ΨΥΧΙΑΤΡΕΙΟΝ ΤΗΣ ΘΕΣΣΑΛΟΝΙΚΗΣ: [641, 1007, 1105, 1034]
- article-headline: ΤΟ ΠΕΤΡΕΛΑΙΟΦΟΡΟΝ ΠΕΤΡΕΛΑΙΟΦΟΡΟΝ «ΜΑΝΧΑΤΤΑΝ» ΜΕΤΑΦΕΡΕΙ ΤΟ ΠΡΩΤΟΝ ΒΑΡΕΛΙΟΝ ΕΚ ΤΗΣ ΑΛΑΣΚΑΣ: [1172, 884, 1552, 911]
- ad-year: 1969—1970: [1322, 1176, 1402, 1194]
- article-body: Ο γενικός διευθυντής του Ταμείου εδήλωσεν ότι απαιτείται συντονισμένη προσπάθεια διά την αντιμετώπισιν των προβλημάτων τούτων.: [1366, 525, 1562, 556]
- article-body: ΤΟΚΙΟ, 22 (Ρόυτερ).— Απέτυχεν η νέα προσπάθεια των Ιαπώνων να θέσουν δορυφόρον εις τροχιάν πέριξ της Γής, καθώς ο πύραυλος εξερράγη ολίγα δευτερόλεπτα μετά την εκτόξευσίν του.: [1162, 183, 1358, 236]
- positions-table: [16, 968, 386, 1076]
- table-cell-value: 7: [251, 1046, 257, 1056]
- table-cell-label: Κτηνιατρική σχολή: [18, 1046, 96, 1056]
- article-body: ΑΘΗΝΑΙ, 22.— Εις τον οικισμόν Ζωγράφου ετοιμάζεται ο προϋπολογισμός των δαπανών διά το έτος 1970 από την επιτροπήν.: [394, 647, 587, 679]
- ad-line: * ΠΡΟΣΚΛΗΣΕΙΣ: Από τα καταστήματα ΕΛΙΤ Τσιμισκή 27.: [1206, 1306, 1518, 1319]
- table-header: Επιμελητ.: [217, 967, 257, 978]
- classified-body: Ενάρξις μαθημάτων από 1.10.69. Φροντιστήριον Τσοκάλα. Αγ. Σοφίας 10. Τηλ. 73-469.: [394, 1149, 587, 1181]
- ad-line: Νέα προπαρασκευαστικά τμήματα για το δίπλωμα της γερμανικής γλώσσης (OBERSTUFE), ως επίσης για την απόκτησιν του Διπλώματος KLEINES DEUTSCHES SPRACHDIPLOM.: [24, 1256, 378, 1288]
- article-headline: Ο ΙΑΠΩΝΙΚΟΣ ΔΟΡΥΦΟΡΟΣ: [1183, 320, 1337, 332]
- article-body: ΑΘΗΝΑΙ, 22.— Άγνωστος αφήρεσεν εκ της 6ης οδού Φρύνου 9 ένα μηχανοκίνητον κουβουκλιον. Ερευνά η αστυνομία προς ανακάλυψιν του δράστου.: [16, 279, 197, 321]
- table-cell-value: 47: [289, 1026, 301, 1037]
- article-headline: ΗΥΞΗΘΗ Η ΔΗΜΟΤΙΚΟΤΗΣ ΤΟΥ ΚΟΜΜΑΤΟΣ ΤΟΥ Κ. ΚΙΖΙΝΓΚΕΡ: [1375, 115, 1553, 140]
- ad-title: GOETHE-INSTITUT MUNCHEN: [86, 1114, 316, 1169]
- article-body: Η έκθεσις τονίζει ότι τα προβλήματα των αναπτυσσομένων χωρών αυξάνονται παραλλήλως με την αύξησιν του εμπορίου και της παραγωγής.: [1162, 579, 1358, 620]
- classified-item: [394, 1135, 587, 1183]
- classified-body: Εγγραφαί μέχρι 10.10.69. Χαρισίου 7 — Τηλ. 73-466.: [394, 1197, 587, 1217]
- column-right: [1162, 10, 1562, 1616]
- table-cell-value: —: [249, 1065, 257, 1076]
- table-cell-value: —: [292, 1006, 301, 1017]
- ad-line: Συνεχικοί μαθήματα και φροντιστήριον πολιτισμικά και της γλώσσης 10 π.μ. – 1 μ.μ. και 5 – 8 μ.μ.: [24, 1330, 378, 1351]
- article-body: Το πλοίον διέπλευσε το βορειοδυτικό πέρασμα και θα επιστρέψει εις τας Ηνωμένας Πολιτείας με το πολύτιμον φορτίον του.: [1366, 921, 1562, 953]
- article-headline: ΕΠΕΧΕΙΡΗΣΑΝ ΛΗΣΤΕΙΑΝ ΜΕ ΛΕΠΙΔΑ ΞΥΡΙΣΜΑΤΟΣ: [407, 689, 574, 712]
- table-cell-label: Γεωπονική και δασολογική σχολή: [18, 1036, 153, 1047]
- table-cell-value: 112: [284, 1055, 301, 1066]
- ad-body: [1172, 1240, 1552, 1319]
- table-cell-value: —: [249, 1006, 257, 1017]
- classified-title: ΚΛΑΣΣΙΚΟΝ ΦΡΟΝΤΙΣΤΗΡΙΟΝ «Η ΠΑΙΔΕΙΑ»: [410, 1081, 571, 1102]
- ad-title: ΦΡΟΝΤΙΣΤΗΡΙΑ ΞΕΝΩΝ ΓΛΩΣΣΩΝ: [39, 1382, 362, 1405]
- article-body: Υπό του τριμελούς πλημμελειοδικείου Θεσσαλονίκης κατεδικάσθη εις φυλάκισιν 10 μηνών ο ανήλικος ο οποίος εκλεψεν από διάφορα καταστήματα. Οι καταδικασθείς είς ποινάς τις 10 μηνών, είχε κλέψει επανειλημμένως.: [16, 809, 197, 872]
- article-body: ΑΘΗΝΑΙ, 22.— Ποσόν 1.380.000 δραχ. εγκρίνεται διά την εκτέλεσιν έργων εις την περιοχήν της Νέας Φωκίδος από το υπουργείον Δημοσίων Έργων.: [1366, 417, 1562, 460]
- table-cell-label: Φιλοσοφική σχολή: [18, 986, 93, 997]
- ad-line: —Διά τους απόφοιτους των εξετάσεων «Ανωτάτων και Ανωτέρων Σχολών» προσαρμοσμένα προγράμματα.: [604, 1612, 1137, 1638]
- ad-line: Θα επιστραφούν τα δίδακτρα εις τους το πρώτον εγγραφομένους εις την Σχολήν εάν εις το όποιον επιτύχουν εις μίαν των ανωτέρων πανεπιστημιακών σχολών.: [604, 1641, 1135, 1668]
- table-cell-value: 17: [373, 1046, 384, 1056]
- table-cell-label: Ιατρική σχολή: [18, 1016, 76, 1027]
- article-headline: ΕΤΕΛΕΣΘΗ ΜΝΗΜΟΣΥΝΟΝ ΤΩΝ ΘΥΜΑΤΩΝ ΤΟΥ ΜΕΛΙΓΑΛΑ ΠΑΡΟΥΣΙΑ ΤΟΥ Κ. ΠΑΤΤΑΚΟΥ ΚΑΙ ΕΤΕΡΩΝ ΕΠΙΣΗΜΩΝ: [26, 336, 376, 377]
- ad-languages: ΑΓΓΛΙΚΑ – ΓΑΛΛΙΚΑ – ΓΕΡΜΑΝΙΚΑ: [77, 1511, 324, 1529]
- table-row: [16, 1037, 386, 1047]
- article-headline: ΤΡΟΠΟΠΟΙΗΣΙΣ ΡΥΜΟΤΟΜΙΚΟΥ ΣΧΕΔΙΟΥ ΑΓΙΟΥ ΣΥΚΕΩΝ: [399, 828, 582, 851]
- table-cell-label: Πολυτεχνική σχολή: [18, 1026, 97, 1037]
- article-headline: Ο «ΚΟΣΜΟΣ 299» ΠΡΟΣΕΓΕΙΩΘΗ ΕΙΣ ΡΩΣΙΑΝ ΤΕΣΣΑΡΑΣ ΗΜΕΡΑΣ ΑΠΟ ΤΗΣ ΕΚΤΟΞΕΥΣΕΩΣ ΤΟΥ: [1179, 52, 1545, 79]
- goethe-ad: [16, 1107, 386, 1363]
- article-paragraph: ΟΙ ΑΓΩΝΕΣ: Εις την Αθήνα η ΑΕΚ επεκράτησε του Πανιωνίου. Εις Καβάλαν η τοπική ομάς εκέρδισε τον ΟΦΗ με 1–0 εις έναν σκληρόν αγώνα.: [970, 263, 1154, 305]
- ad-subtitle: ΠΑΡΑΡΤΗΜΑ ΘΕΣΣΑΛΟΝΙΚΗΣ: [94, 1175, 308, 1193]
- table-row: [16, 1007, 386, 1017]
- classified-title: ΔΑΚΤΥΛΟΓΡΑΦΙΑ ΣΤΕΝΟΓΡΑΦΙΑ: [411, 1138, 570, 1149]
- article-body: ΒΟΝΝΗ, 22 (Ρόυτερ).— Τα τελευταία δημοσκοπήματα δείχνουν ότι τα Χριστιανοδημοκρατικά κόμμα του καγκελλαρίου κ. Κιζίνγκερ έχει αυξήσει την δημοτικότητα του ενόψει των εκλογών.: [1366, 139, 1562, 191]
- ad-body: [1174, 1428, 1550, 1603]
- ad-address: ΒΑΣ. ΚΩΝΣΤΑΝΤΙΝΟΥ 21 ΠΑΡΑΛΙΑ ΤΗΛ. 72.644: [67, 1198, 334, 1212]
- article-body: ΑΘΗΝΑΙ, 22.— Υπό του συλλόγου «Ελλήνων της Βαυαρίας» ετελέσθη εις Μόναχον μνημόσυνον των πεσόντων Ελλήνων εν τω αγώνι κατά τον δεύτερον παγκόσμιον πόλεμον.: [394, 392, 587, 444]
- table-cell-value: 25: [247, 1026, 257, 1037]
- ad-body: [26, 1534, 376, 1608]
- section-header: ΦΡΟΝΤΙΣΤΗΡΙΑ ΚΑΙ ΣΧΟΛΑΙ: [407, 1065, 574, 1079]
- article-headline: ΑΦΗΡΕΣΕΝ ΑΠΟ ΠΡΑΤΗΡΙΟΝ 150 ΦΙΑΛΑΣ: [24, 484, 189, 508]
- article-body: Διά την αντιμετώπισιν της καταστάσεως προτείνεται η αύξησις της βοηθείας προς τας αναπτυσσομένας χώρας, η σταθεροποίησις των τιμών των πρώτων υλών και η διευκόλυνσις της προσβάσεως των προϊόντων των εις τας αγοράς των βιομηχανικών χωρών. Επίσης προτείνεται η δημιουργία ειδικών τραπεζικών δυνατοτήτων διά την χρηματοδότησιν αναπτυξιακών έργων. Η συνέλευσις του Ταμείου θα εξετάση τας προτάσεις αυτάς κατά τας προσεχείς ημέρας. Παρατηρηταί εκτιμούν ότι θα ληφθούν σημαντικαί αποφάσεις.: [1366, 558, 1562, 683]
- sports-report: [592, 263, 1154, 993]
- ad-line: Υπενθυμίζομεν επίσης ότι προς αποφυγήν ανάγκαι ταλαιπωριών οι επιβάται μας θα πρέπει να ευρίσκωνται εις τα αεροδρόμια αναχωρήσεως των εις Ελληνικόν, 30' προ της εκκινήσεως του αεροσκάφους, ώστε να δύνωνται από το σύνολον αεροδρόμια της Ελλάδος, 45' προ της αναχωρήσεως των.: [1174, 1517, 1550, 1602]
- article-headline: Ο Κ. ΒΟΓΙΑΤΖΗΣ ΠΡΟΗΔΡΕΥΣΕΝ ΕΠΙΤΡΟΠΗΣ ΔΙΑ ΚΑΤΑΡΤΙΣΙΝ ΠΡΟΓΡΑΜΜΑΤΟΣ ΕΡΕΥΝΗΣ ΕΙΣ ΤΟΝ ΤΟΜΕΑ ΤΟΥ ΕΡΓΑΤΙΚΟΥ ΔΥΝΑΜΙΚΟΥ: [18, 10, 384, 55]
- lead-subheadline: ΑΠΟΓΟΗΤΕΥΤΙΚΑΙ ΑΙ ΕΜΦΑΝΙΣΕΙΣ ΚΑΙ ΤΩΝ ΤΡΙΩΝ ΟΜΑΔΩΝ ΤΗΣ ΘΕΣΣΑΛΟΝΙΚΗΣ.— Η ΚΑΒΑΛΑ ΕΝΙΚΗΣΕ ΤΟΝ ΟΦΗ ΜΕ 1–0.— Η ΠΑΝΑΧΑΪΚΗ ΤΗΝ ΠΡΟΟΔΕΥΤΙΚΗΝ ΜΕ 5–4.— Η ΑΕΚ ΤΟΝ ΠΑΝΙΩΝΙΟΝ ΜΕ 3–1.— Ο ΒΥΖΑΣ ΤΟΝ ΠΙΕΡΙΚΟΝ ΜΕ 2–0.— ΟΙ ΑΓΩΝΕΣ: [596, 154, 1150, 218]
- ad-line: Ειδικά τμήματα διά παιδιά άνω των 10 ετών.: [34, 1242, 231, 1253]
- article-body: ΤΟΚΙΟ, 22 (Ρόυτερ).— Ένας ιαπωνικός δορυφόρος θα εκτοξευθή εντός του έτους διά την μελέτην της ατμοσφαίρας, ανεκοίνωσεν η αρμόδια υπηρεσία.: [1162, 332, 1358, 374]
- table-row: [16, 1027, 386, 1037]
- table-cell-value: —: [292, 1065, 301, 1076]
- ad-body: [24, 1218, 378, 1352]
- article-body: ΑΘΗΝΑΙ, 22.— Εντός της οικίας της ανευρέθη νεκρά η ψυχοπαθής Ευγενία Τ., ετών 65. Η αστυνομία ερευνά τα αίτια του θανάτου.: [394, 584, 587, 626]
- article-paragraph: ΠΡΩΤΑΘΛΗΜΑ: ΑΕΚ–Πανιώνιος 3–1, Καβάλα–ΟΦΗ 1–0, Παναχαϊκή–Προοδευτική 5–4, Βύζας–Πιερικός 2–0, Ηρακλής–Απόλλων 2–1.: [970, 307, 1154, 348]
- table-cell-value: 27: [373, 1036, 384, 1047]
- article-body: Η τροποποίησις αφορά εις την διαπλάτυνσιν οδών και την δημιουργίαν κοινοχρήστων χώρων. Οι ενδιαφερόμενοι δύνανται να λάβουν γνώσιν των σχεδίων εις τα γραφεία του Δήμου και να υποβάλουν τυχόν ενστάσεις εντός προθεσμίας δεκαπέντε ημερών από της δημοσιεύσεως.: [394, 905, 587, 978]
- article-body: ΤΜΗΜΑ ΧΗΜΙΚΩΝ: Αι εξετάσεις θα διεξαχθούν εις τας αίθουσας της σχολής κατά το κάτωθι πρόγραμμα. Δευτέρα 29 Σεπτεμβρίου, ώρα 9 π.μ.: Μαθηματικά. Τρίτη 30 Σεπτεμβρίου, ώρα 9 π.μ.: Φυσική. Τετάρτη 1 Οκτωβρίου, ώρα 9 π.μ.: Χημεία. Οι υποψήφιοι οφείλουν να προσέλθουν μισήν ώραν προ της ενάρξεως, εφοδιασμένοι με το δελτίον ταυτότητος και την απόδειξιν καταβολής των εξετάστρων. ΤΜΗΜΑ ΗΛΕΚΤΡΟΝΙΚΩΝ: Αι κατατακτήριοι εξετάσεις θα γίνουν την 2αν και 3ην Οκτωβρίου. ΤΜΗΜΑ ΜΗΧΑΝΟΛΟΓΩΝ: Την 4ην Οκτωβρίου. Οι επιτυχόντες θα εγγραφούν αμέσως μετά την ανακοίνωσιν των αποτελεσμάτων. Πληροφορίαι εις την γραμματείαν της σχολής καθημερινώς από 9 π.μ. έως 1 μ.μ. και 5 – 8 μ.μ.: [592, 1161, 1154, 1224]
- table-cell-value: 5: [251, 977, 257, 987]
- table-cell-label: Πολυτεχνική σχολή: [18, 1055, 97, 1066]
- article-body: Διά της 8ης αριθ. 16112.9.69 αποφάσεως του κ. Νομάρχου Θεσσαλονίκης προκηρύσσεται η πλήρωσις θέσεως εν τη κοινότητι.: [394, 1010, 587, 1053]
- article-body: ΤΟΚΙΟ, 22 (Ασσ. Πρέσ).— Κατ' ανακοίνωσιν του ιαπωνικού οίκου, κατασκευάσθη νέου τύπου τρανζίστορ μικροτέρων διαστάσεων και μεγαλυτέρας αποδόσεως.: [1366, 300, 1562, 341]
